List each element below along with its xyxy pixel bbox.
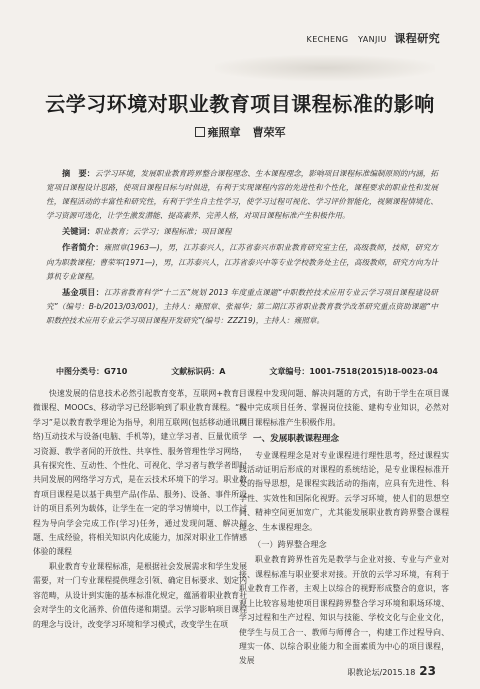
section-heading: 一、发展职教课程理念 bbox=[253, 434, 339, 445]
running-header bbox=[307, 30, 440, 46]
body-paragraph: 专业课程理念是对专业课程进行理性思考，经过课程实践活动证明后形成的对课程的系统结论，是专业课程标准开发的指导思想，是课程实践活动的指南，应具有先进性、科学性、实效性和国际化视野。云学习环境，使人们的思想空间、精神空间更加宽广，尤其能发展职业教育跨界整合课程理念、生本课程理念。 bbox=[239, 450, 449, 532]
decorative-brush-stroke bbox=[215, 55, 435, 81]
page-footer bbox=[348, 664, 436, 678]
body-paragraph: 职业教育专业课程标准，是根据社会发展需求和学生发展需要，对一门专业课程提供理念引领、确定目标要求、划定内容范畴，从设计到实施的基本标准化规定，蕴涵着职业教育社会对学生的文化涵养、价值传递和期望。云学习影响项目课程的理念与设计，改变学习环境和学习模式，改变学生在项 bbox=[33, 561, 247, 629]
left-column bbox=[33, 387, 247, 632]
fund-text: 江苏省教育科学“十二五”规划 2013 年度重点课题“中职数控技术应用专业云学习项目课程建设研究”（编号：B-b/2013/03/001)，主持人：雍照章、张福华；第二期江苏省职业教育教学改革研究重点资助课题“中职数控技术应用专业云学习项目课程开发研究”(编号：ZZZ19)，主持人：雍照章。 bbox=[46, 287, 438, 325]
abstract-label: 摘 要： bbox=[62, 168, 95, 178]
page-number: 23 bbox=[419, 664, 436, 678]
author-2: 曹荣军 bbox=[252, 126, 286, 139]
abstract-block bbox=[46, 166, 438, 329]
article-title: 云学习环境对职业教育项目课程标准的影响 bbox=[45, 92, 435, 116]
header-yanjiu: YANJIU bbox=[358, 35, 387, 44]
author-info-label: 作者简介： bbox=[62, 242, 104, 253]
body-paragraph: 快速发展的信息技术必然引起教育变革，互联网+教育、微课程、MOOCs、移动学习已经影响到了职业教育课程。“云学习”是以教育教学理论为指导，利用互联网(包括移动通讯网络)互动技术与设备(电脑、手机等)，建立学习者、巨量优质学习资源、教学者间的开放性、共享性、服务管理性学习网络，具有探究性、互动性、个性化、可视化、学习者与教学者即时共同发展的网络学习方式，是在云技术环境下的学习。职业教育项目课程是以基于典型产品(作品、服务)、设备、事件所设计的项目系列为载体，让学生在一定的学习情境中，以工作过程为导向学会完成工作(学习)任务，通过发现问题、解决问题、生成经验，将相关知识内化成能力，加深对职业工作情感体验的课程 bbox=[33, 389, 247, 557]
body-paragraph: 目课程中发现问题、解决问题的方式，有助于学生在项目课程中完成项目任务、掌握岗位技能、建构专业知识，必然对项目课程标准产生积极作用。 bbox=[239, 389, 449, 427]
classification-line bbox=[46, 366, 438, 377]
article-number: 文章编号：1001-7518(2015)18-0023-04 bbox=[269, 367, 438, 376]
header-kecheng: KECHENG bbox=[306, 35, 349, 44]
keywords-text: 职业教育；云学习；课程标准；项目课程 bbox=[94, 227, 232, 237]
clc-number: 中图分类号：G710 bbox=[56, 367, 128, 376]
abstract-text: 云学习环境，发展职业教育跨界整合课程理念、生本课程理念，影响项目课程标准编制原则的内涵，拓宽项目课程设计思路，使项目课程目标与时俱进，有利于实现课程内容的先进性和个性化，课程要求的职业性和发展性，课程活动的丰富性和研究性，有利于学生自主性学习，使学习过程可视化、学习评价智能化，视频课程情境化、学习资源可选化，让学生激发潜能、提高素养、完善人格，对项目课程标准产生积极作用。 bbox=[46, 169, 438, 221]
fund-label: 基金项目： bbox=[62, 286, 105, 297]
author-box-icon bbox=[195, 127, 205, 137]
author-1: 雍照章 bbox=[207, 126, 241, 139]
header-section: 课程研究 bbox=[394, 32, 440, 45]
author-info-text: 雍照章(1963—)，男，江苏泰兴人，江苏省泰兴市职业教育研究室主任，高级教师，技师，研究方向为职教课程；曹荣军(1971—)，男，江苏泰兴人，江苏省泰兴中等专业学校教务处主任，高级教师，研究方向为计算机专业课程。 bbox=[46, 243, 438, 281]
document-code: 文献标识码：A bbox=[171, 367, 226, 376]
body-paragraph: 职业教育跨界性首先是教学与企业对接、专业与产业对接、课程标准与职业要求对接。开放的云学习环境，有利于职业教育工作者，主观上以综合的视野形成整合的意识，客观上比较容易地使项目课程跨界整合学习环境和职场环境、学习过程和生产过程、知识与技能、学校文化与企业文化，使学生与员工合一、教师与师傅合一，构建工作过程导向、理实一体、以综合职业能力和全面素质为中心的项目课程，发展 bbox=[239, 555, 449, 666]
subsection-heading: （一）跨界整合理念 bbox=[253, 539, 327, 550]
authors bbox=[0, 124, 480, 140]
keywords-label: 关键词： bbox=[62, 226, 95, 237]
right-column bbox=[239, 387, 449, 669]
journal-issue: 职教论坛/2015.18 bbox=[347, 668, 416, 677]
